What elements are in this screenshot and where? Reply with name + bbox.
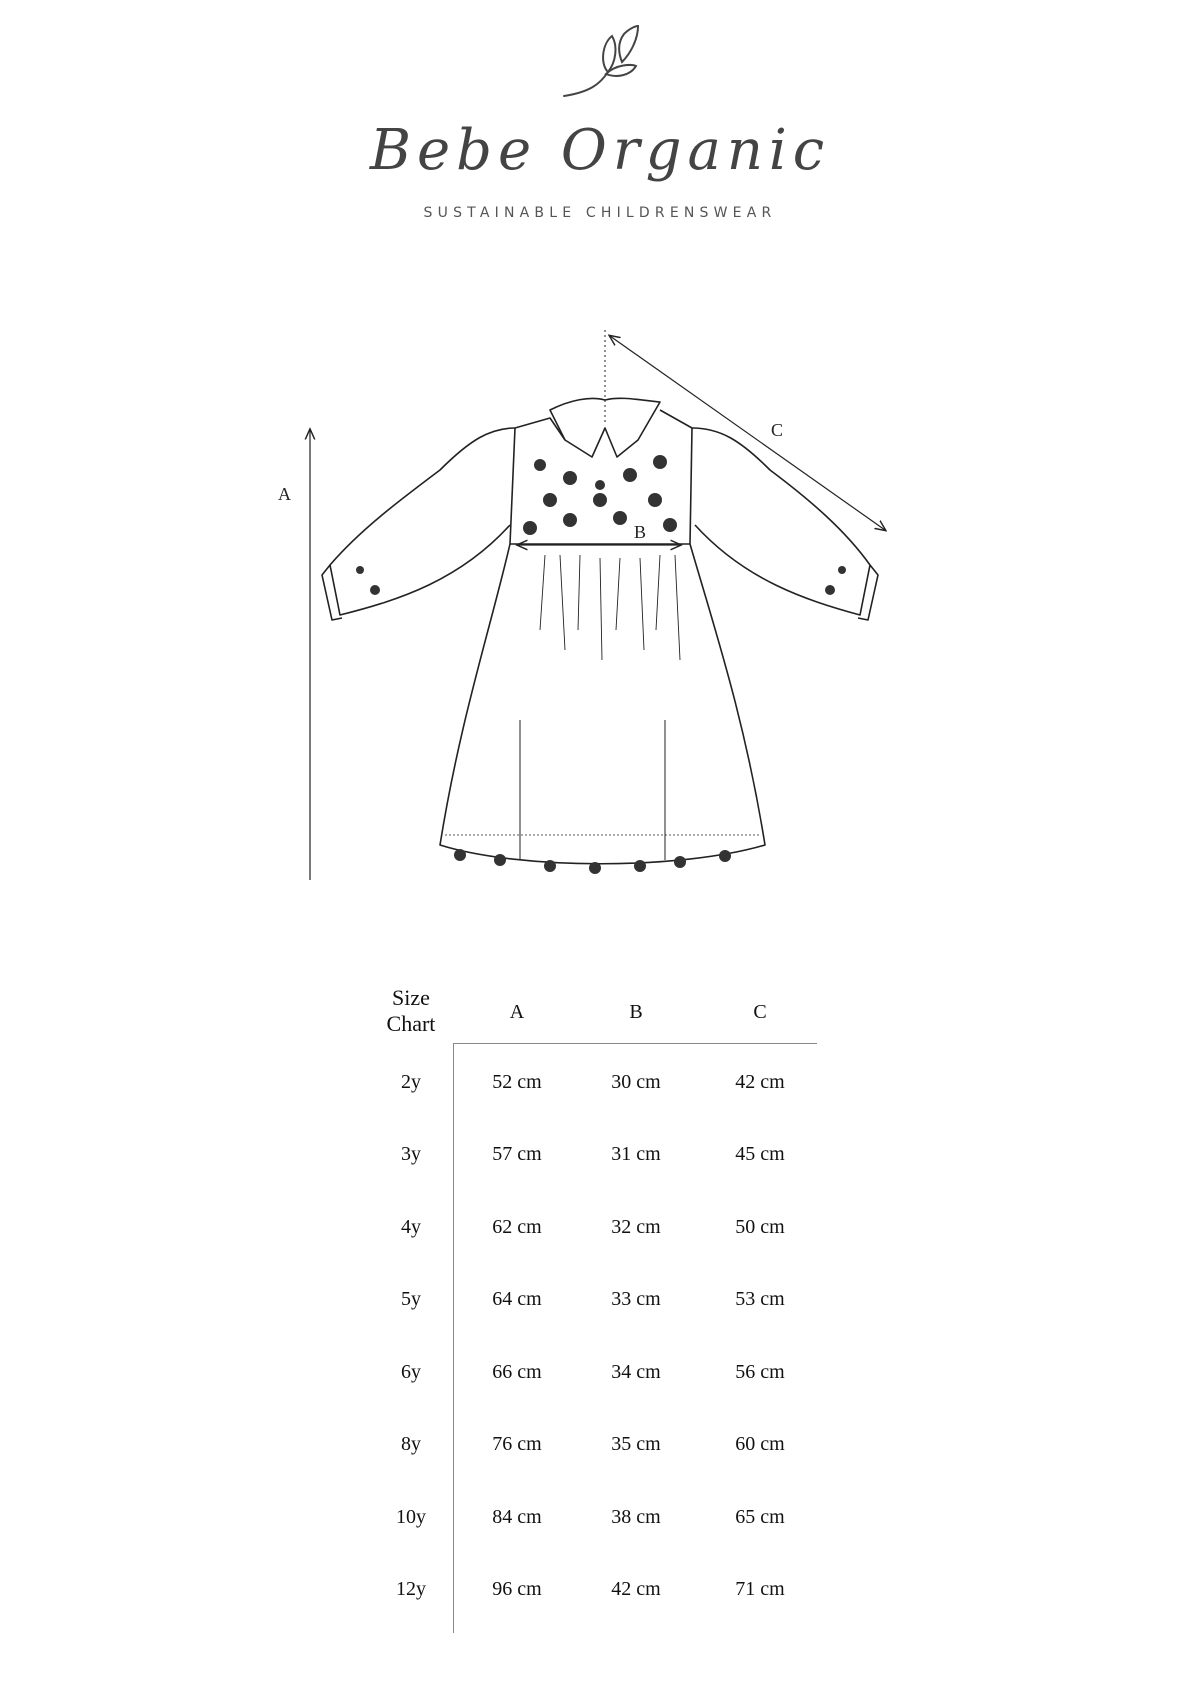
leaf-sprig-icon [560,24,640,100]
column-header-a: A [509,1001,525,1023]
column-header-c: C [753,1001,767,1023]
row-header-divider [453,1043,454,1633]
table-row: 8y 76 cm 35 cm 60 cm [401,1433,785,1455]
table-row: 10y 84 cm 38 cm 65 cm [396,1506,785,1528]
measure-c-label: C [771,420,784,440]
header-divider [453,1043,817,1044]
size-chart-title: Size Chart [386,985,436,1036]
measure-b-label: B [634,522,647,542]
table-row: 2y 52 cm 30 cm 42 cm [401,1071,785,1093]
dress-diagram [260,300,900,880]
brand-tagline: SUSTAINABLE CHILDRENSWEAR [423,205,777,221]
brand-name: Bebe Organic [369,118,831,183]
table-row: 3y 57 cm 31 cm 45 cm [401,1143,785,1165]
table-row: 6y 66 cm 34 cm 56 cm [401,1361,785,1383]
table-row: 4y 62 cm 32 cm 50 cm [401,1216,785,1238]
table-row: 12y 96 cm 42 cm 71 cm [396,1578,785,1600]
measure-a-label: A [278,484,291,504]
column-header-b: B [629,1001,643,1023]
table-row: 5y 64 cm 33 cm 53 cm [401,1288,785,1310]
